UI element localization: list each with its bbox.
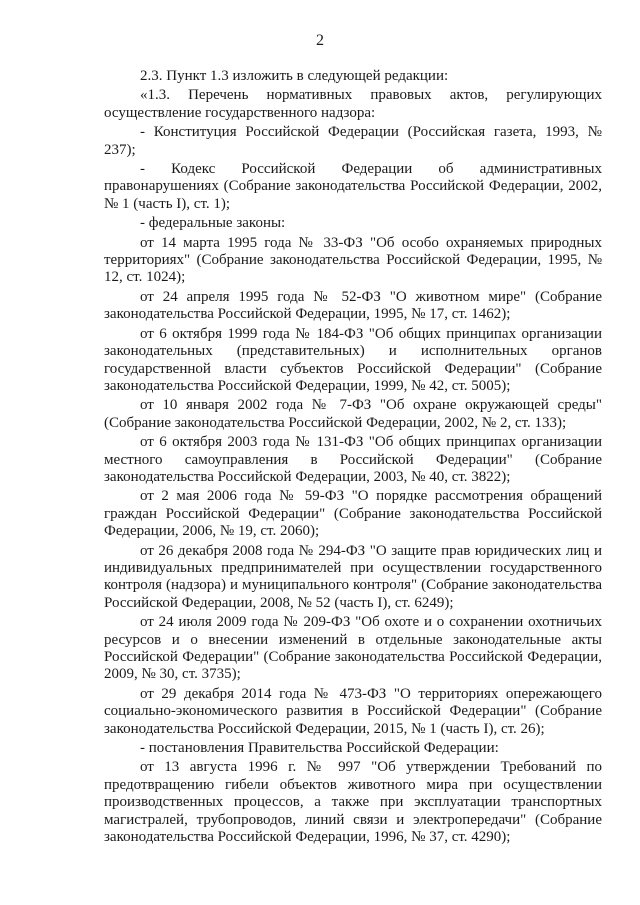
paragraph: от 13 августа 1996 г. № 997 "Об утверждении Требований по предотвращению гибели объектов животного мира при осуществлении производственных процессов, а также при эксплуатации транспортных магистралей, трубопроводов, линий связи и электропередачи" (Собрание законодательства Российской Федерации, 1996, № 37, ст. 4290); (104, 759, 602, 846)
paragraph: - Кодекс Российской Федерации об административных правонарушениях (Собрание законодательства Российской Федерации, 2002, № 1 (часть I), ст. 1); (104, 161, 602, 212)
paragraph: - Конституция Российской Федерации (Российская газета, 1993, № 237); (104, 124, 602, 158)
paragraph: 2.3. Пункт 1.3 изложить в следующей редакции: (140, 68, 449, 84)
paragraph: от 24 апреля 1995 года № 52-ФЗ "О животном мире" (Собрание законодательства Российской Федерации, 1995, № 17, ст. 1462); (104, 288, 602, 323)
paragraph: от 26 декабря 2008 года № 294-ФЗ "О защите прав юридических лиц и индивидуальных предпринимателей при осуществлении государственного контроля (надзора) и муниципального контроля" (Собрание законодательства Российской Федерации, 2008, № 52 (часть I), ст. 6249); (104, 542, 602, 611)
paragraph: - федеральные законы: (140, 215, 286, 232)
paragraph: «1.3. Перечень нормативных правовых актов, регулирующих осуществление государственного надзора: (104, 87, 602, 121)
paragraph: от 24 июля 2009 года № 209-ФЗ "Об охоте и о сохранении охотничьих ресурсов и о внесении изменений в отдельные законодательные акты Российской Федерации" (Собрание законодательства Российской Федерации, 2009, № 30, ст. 3735); (104, 614, 602, 683)
paragraph: от 29 декабря 2014 года № 473-ФЗ "О территориях опережающего социально-экономического развития в Российской Федерации" (Собрание законодательства Российской Федерации, 2015, № 1 (часть I), ст. 26); (104, 685, 602, 737)
document-body (104, 68, 602, 848)
paragraph: от 6 октября 1999 года № 184-ФЗ "Об общих принципах организации законодательных (представительных) и исполнительных органов государственной власти субъектов Российской Федерации" (Собрание законодательства Российской Федерации, 1999, № 42, ст. 5005); (104, 325, 602, 394)
paragraph: от 6 октября 2003 года № 131-ФЗ "Об общих принципах организации местного самоуправления в Российской Федерации" (Собрание законодательства Российской Федерации, 2003, № 40, ст. 3822); (104, 434, 602, 485)
paragraph: - постановления Правительства Российской Федерации: (140, 740, 499, 757)
paragraph: от 10 января 2002 года № 7-ФЗ "Об охране окружающей среды" (Собрание законодательства Российской Федерации, 2002, № 2, ст. 133); (104, 397, 602, 431)
paragraph: от 2 мая 2006 года № 59-ФЗ "О порядке рассмотрения обращений граждан Российской Федерации" (Собрание законодательства Российской Федерации, 2006, № 19, ст. 2060); (104, 488, 602, 540)
paragraph: от 14 марта 1995 года № 33-ФЗ "Об особо охраняемых природных территориях" (Собрание законодательства Российской Федерации, 1995, № 12, ст. 1024); (104, 234, 602, 286)
page-number: 2 (316, 32, 324, 49)
